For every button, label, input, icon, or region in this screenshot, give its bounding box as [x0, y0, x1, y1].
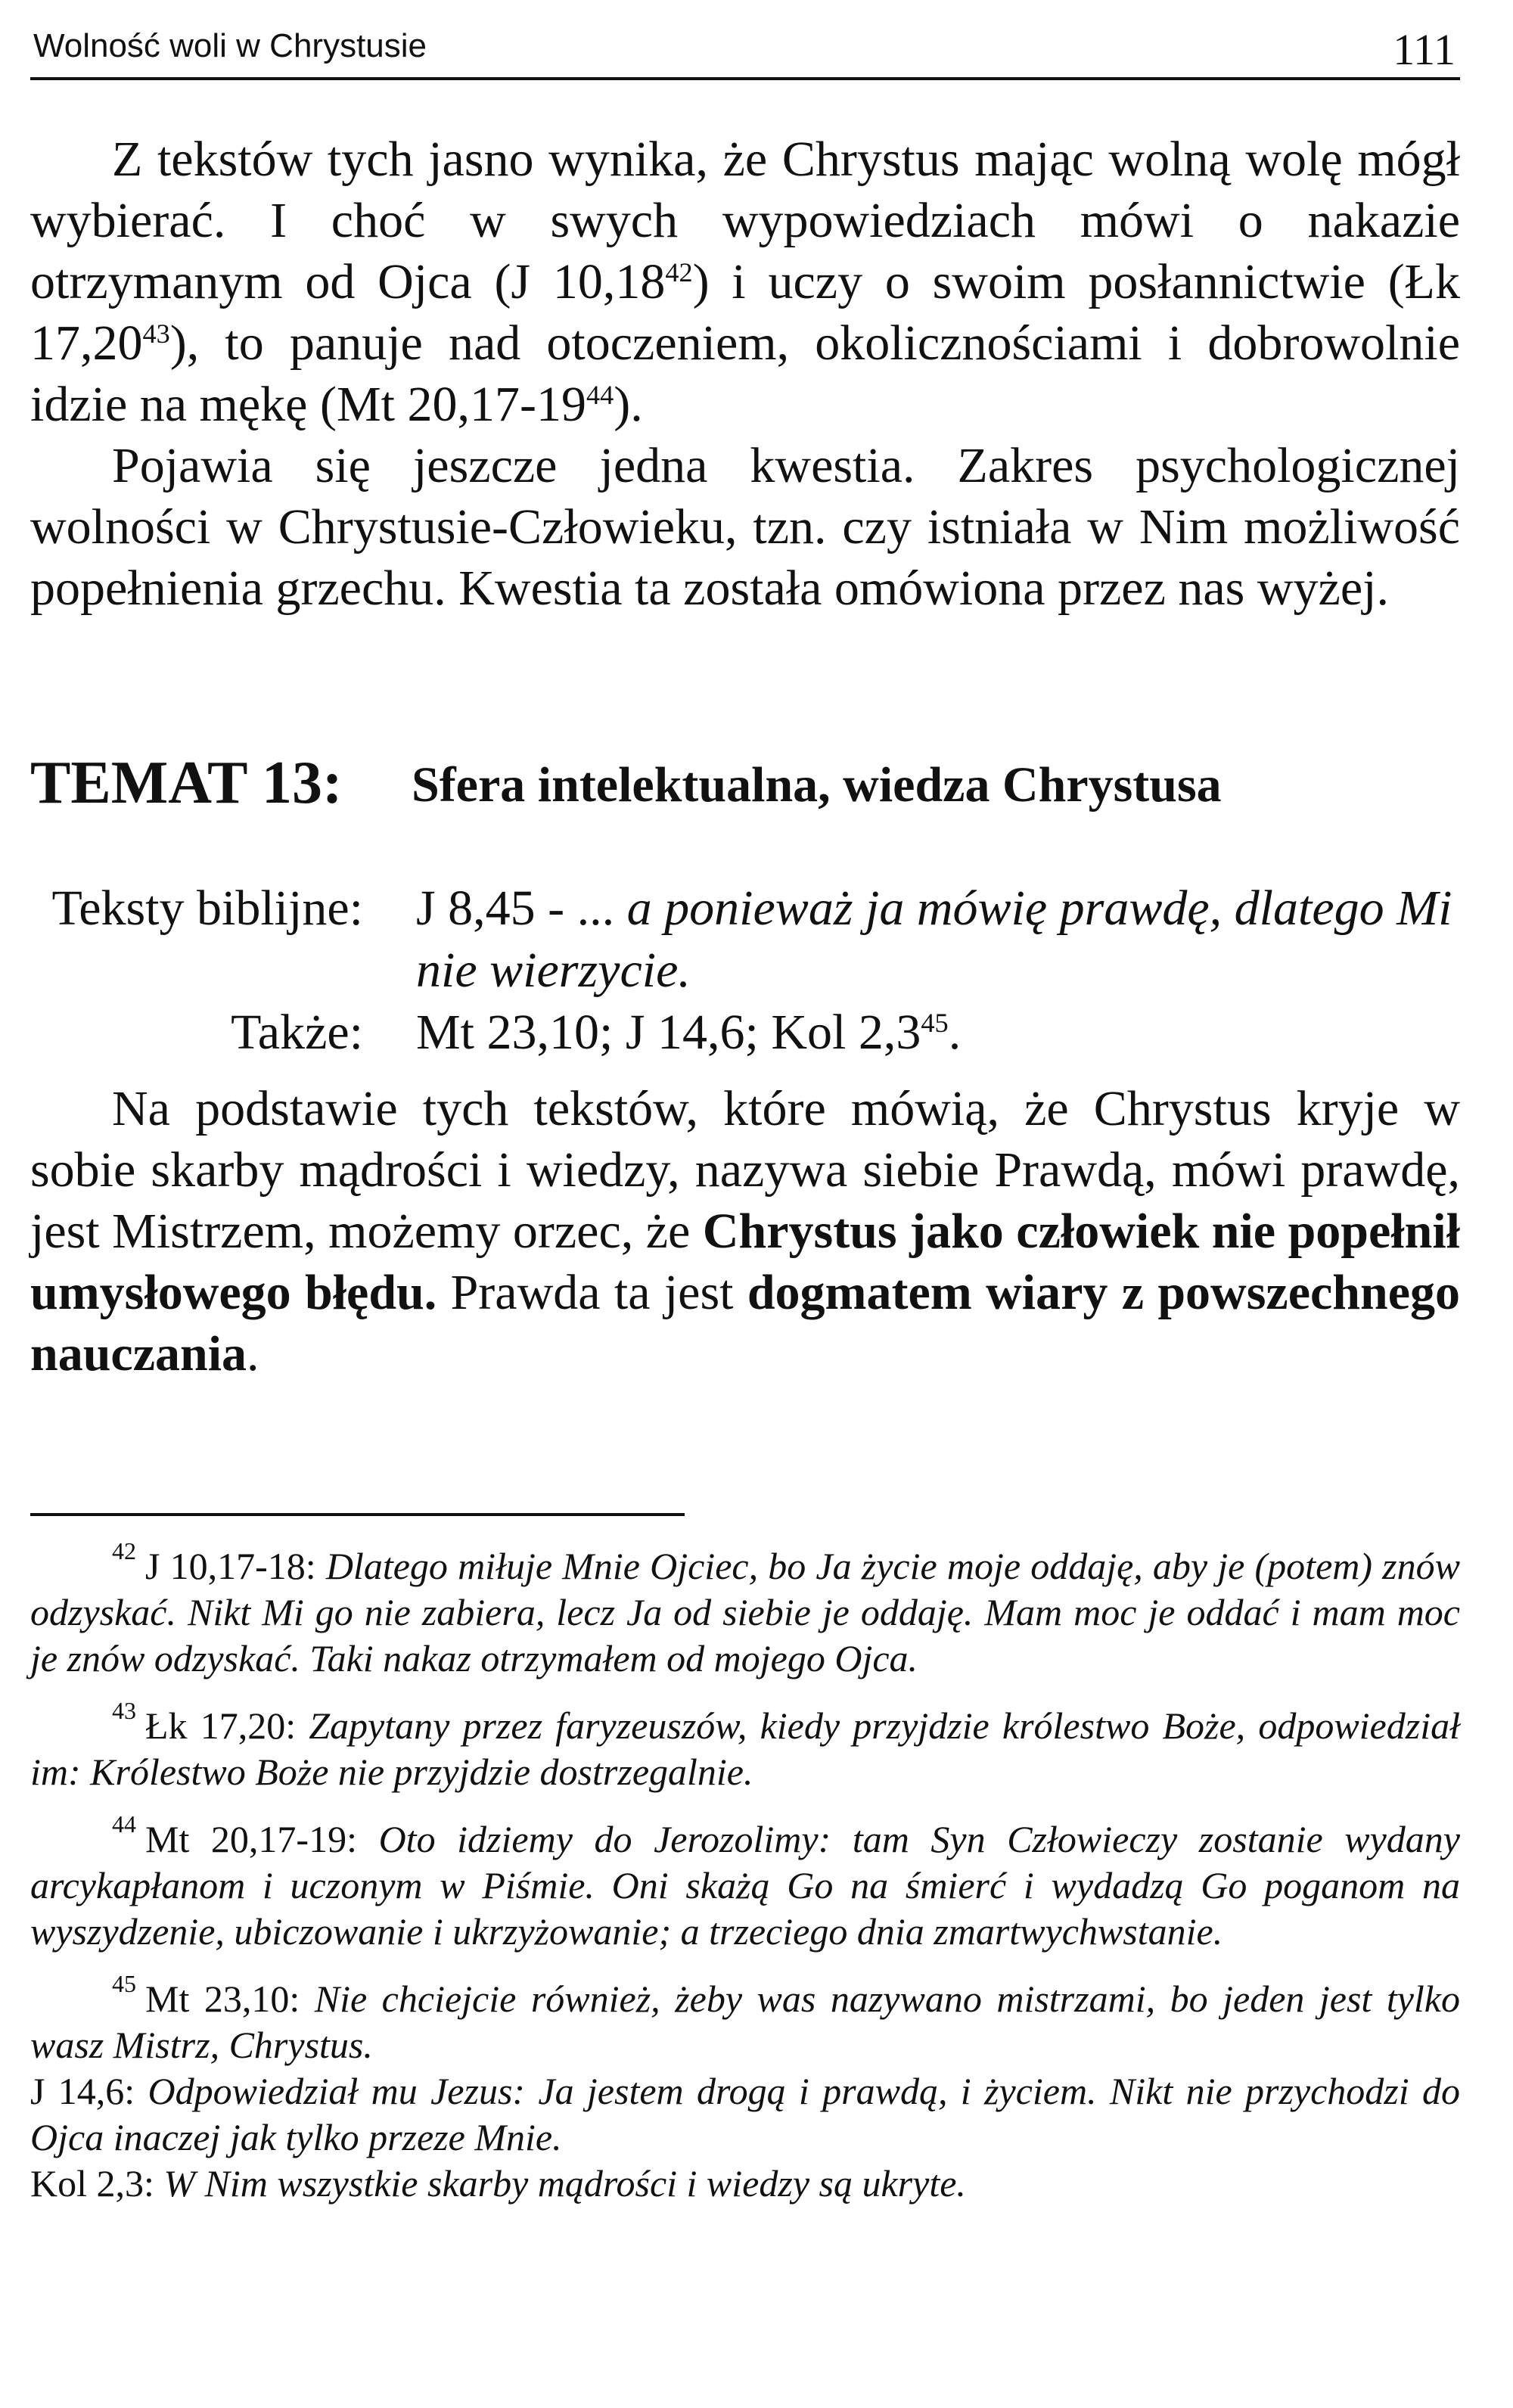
footnote-45-john — [30, 2068, 1460, 2161]
footnote-42-ref: J 10,17-18: — [145, 1545, 326, 1587]
footnote-43-number: 43 — [112, 1697, 136, 1725]
footnote-45-john-text: Odpowiedział mu Jezus: Ja jestem drogą i prawdą, i życiem. Nikt nie przychodzi do Ojca inaczej jak tylko przeze Mnie. — [30, 2070, 1460, 2158]
running-header — [30, 23, 1460, 80]
footnote-44-text: Oto idziemy do Jerozolimy: tam Syn Człowieczy zostanie wydany arcykapłanom i uczonym w Piśmie. Oni skażą Go na śmierć i wydadzą Go poganom na wyszydzenie, ubiczowanie i ukrzyżowanie; a trzeciego dnia zmartwychwstanie. — [30, 1818, 1460, 1953]
footnote-43-ref: Łk 17,20: — [145, 1704, 309, 1747]
topic-label: TEMAT 13: — [30, 750, 343, 816]
scripture-ref-also — [416, 1002, 1460, 1064]
paragraph-3-text-c: . — [247, 1326, 259, 1381]
paragraph-3-text-b: Prawda ta jest — [437, 1265, 747, 1320]
scripture-end: . — [948, 1005, 962, 1060]
footnote-divider — [30, 1513, 685, 1516]
topic-heading — [30, 749, 1460, 817]
footnote-44-ref: Mt 20,17-19: — [145, 1818, 379, 1860]
paragraph-3 — [30, 1078, 1460, 1384]
footnote-ref-44: 44 — [586, 380, 614, 411]
paragraph-1-text-c: ), to panuje nad otoczeniem, okolicznościami i dobrowolnie idzie na mękę (Mt 20,17-19 — [30, 315, 1460, 432]
scripture-row-biblical-texts — [30, 878, 1460, 1002]
footnote-ref-45: 45 — [921, 1008, 949, 1039]
footnote-42 — [30, 1537, 1460, 1682]
footnote-44-number: 44 — [112, 1810, 136, 1838]
scripture-ref-2: Mt 23,10; J 14,6; Kol 2,3 — [416, 1005, 921, 1060]
footnote-44 — [30, 1810, 1460, 1955]
topic-title: Sfera intelektualna, wiedza Chrystusa — [412, 757, 1222, 813]
footnote-42-text: Dlatego miłuje Mnie Ojciec, bo Ja życie moje oddaję, aby je (potem) znów odzyskać. Nikt Mi go nie zabiera, lecz Ja od siebie je oddaję. Mam moc je oddać i mam moc je znów odzyskać. Taki nakaz otrzymałem od mojego Ojca. — [30, 1545, 1460, 1679]
footnote-45-john-ref: J 14,6: — [30, 2070, 148, 2112]
paragraph-1-text-a: Z tekstów tych jasno wynika, że Chrystus mając wolną wolę mógł wybierać. I choć w swych wypowiedziach mówi o nakazie otrzymanym od Ojca (J 10,18 — [30, 132, 1460, 309]
footnotes — [30, 1537, 1460, 2207]
paragraph-3-bold-b: dogmatem wiary z powszechnego nauczania — [30, 1265, 1460, 1381]
footnote-45-col — [30, 2161, 1460, 2207]
footnote-ref-43: 43 — [142, 318, 170, 350]
footnote-45-number: 45 — [112, 1970, 136, 1998]
footnote-43-text: Zapytany przez faryzeuszów, kiedy przyjdzie królestwo Boże, odpowiedział im: Królestwo Boże nie przyjdzie dostrzegalnie. — [30, 1704, 1460, 1793]
scripture-label-biblical: Teksty biblijne: — [51, 881, 363, 936]
paragraph-3-text-a: Na podstawie tych tekstów, które mówią, że Chrystus kryje w sobie skarby mądrości i wiedzy, nazywa siebie Prawdą, mówi prawdę, jest Mistrzem, możemy orzec, że — [30, 1081, 1460, 1259]
footnote-ref-42: 42 — [665, 257, 693, 288]
paragraph-1 — [30, 129, 1460, 435]
page-number: 111 — [1393, 25, 1456, 74]
footnote-45-ref: Mt 23,10: — [145, 1978, 315, 2020]
scripture-quote-1: a ponieważ ja mówię prawdę, dlatego Mi nie wierzycie. — [416, 881, 1452, 998]
scripture-ref-main — [416, 878, 1460, 1002]
scripture-ref-1: J 8,45 - ... — [416, 881, 627, 936]
footnote-42-number: 42 — [112, 1537, 136, 1565]
scripture-row-also — [30, 1002, 1460, 1064]
book-page — [30, 0, 1460, 2408]
footnote-45 — [30, 1970, 1460, 2068]
footnote-45-col-ref: Kol 2,3: — [30, 2162, 164, 2204]
footnote-45-text: Nie chciejcie również, żeby was nazywano mistrzami, bo jeden jest tylko wasz Mistrz, Chrystus. — [30, 1978, 1460, 2066]
running-title: Wolność woli w Chrystusie — [33, 27, 427, 64]
paragraph-1-text-d: ). — [614, 377, 643, 432]
footnote-43 — [30, 1697, 1460, 1795]
paragraph-1-text-b: ) i uczy o swoim posłannictwie (Łk 17,20 — [30, 254, 1460, 371]
scripture-label-also: Także: — [231, 1005, 363, 1060]
scripture-block — [30, 878, 1460, 1064]
paragraph-2: Pojawia się jeszcze jedna kwestia. Zakres psychologicznej wolności w Chrystusie-Człowieku, tzn. czy istniała w Nim możliwość popełnienia grzechu. Kwestia ta została omówiona przez nas wyżej. — [30, 438, 1460, 616]
paragraph-3-bold-a: Chrystus jako człowiek nie popełnił umysłowego błędu. — [30, 1204, 1461, 1320]
footnote-45-col-text: W Nim wszystkie skarby mądrości i wiedzy są ukryte. — [163, 2162, 966, 2204]
